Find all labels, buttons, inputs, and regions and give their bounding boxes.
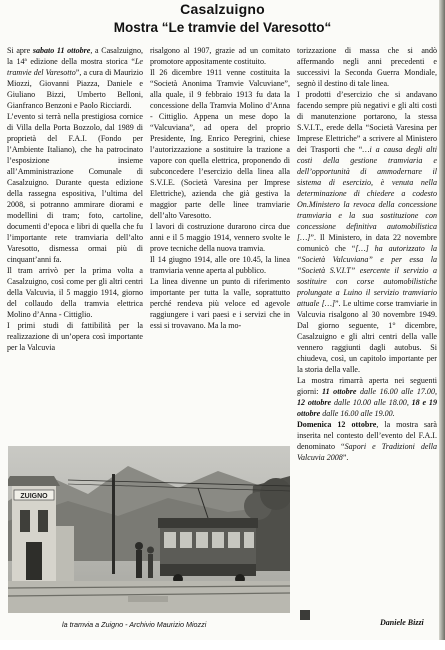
paragraph: Si apre sabato 11 ottobre, a Casalzuigno, la 14ª edizione della mostra storica “Le tramvie del Varesotto”, a cura di Maurizio Miozzi, Giovanni Piazza, Daniele e Giuliano Bizzi, Umberto Belloni, Gianfranco Benzoni e Paolo Ricciardi.: [7, 46, 143, 110]
ministry-quote: …i a causa degli alti costi della gestione tramviaria e dell’opportunità di ammodernare il sistema di esercizio, è venuta nella determinazione di chiedere a codesto On.Ministero la revoca della concessione tramviaria e la sua sostituzione con concessione definitiva automobilistica […]: [297, 145, 437, 242]
article-subtitle: Mostra “Le tramvie del Varesotto“: [113, 20, 332, 35]
paragraph: I primi studi di fattibilità per la realizzazione di un’opera così importante per la Valcuvia: [7, 321, 143, 352]
paragraph: I prodotti d’esercizio che si andavano facendo sempre più negativi e gli alti costi di manutenzione portarono, la stessa S.V.I.T., erede della “Società Varesina per Imprese Elettriche” a scrivere al Ministero dei Trasporti che “…i a causa degli alti costi della gestione tramviaria e dell’opportunità di ammodernare il sistema di esercizio, è venuta nella determinazione di chiedere a codesto On.Ministero la revoca della concessione tramviaria e la sua sostituzione con concessione definitiva automobilistica […]”. Il Ministero, in data 22 novembre comunicò che “[…] ha autorizzato la “Società Valcuviana” e per essa la “Società S.V.I.T” esercente il servizio a sostituire con corse automobilistiche prolungate a Luino il servizio tramviario attuale […]”. Le ultime corse tramviarie in Valcuvia risalgono al 30 novembre 1949. Dal giorno seguente, 1° dicembre, Casalzuigno e gli altri centri della valle vennero raggiunti dagli autobus. Si chiudeva, così, un capitolo importante per la storia della valle.: [297, 90, 437, 374]
paragraph: La linea divenne un punto di riferimento importante per tutta la valle, soprattutto perché rendeva più veloce ed agevole raggiungere i vari paesi e i servizi che in essi si trovavano. Ma la mo-: [150, 277, 290, 330]
opening-day: 18 e 19 ottobre: [297, 398, 437, 418]
article-column-1: [7, 45, 143, 440]
historic-tram-photo: [8, 446, 290, 613]
paragraph: Il tram arrivò per la prima volta a Casalzuigno, così come per gli altri centri della Valcuvia, il 5 maggio 1914, giorno del collaudo della tramvia elettrica Molino d’Anna - Cittiglio.: [7, 266, 143, 319]
paragraph: risalgono al 1907, grazie ad un comitato promotore appositamente costituito.: [150, 46, 290, 66]
tram-station-image: [8, 446, 290, 613]
station-sign: ZUIGNO: [20, 493, 48, 500]
opening-date: sabato 11 ottobre: [32, 46, 91, 55]
opening-day: 11 ottobre: [322, 387, 357, 396]
event-date: Domenica 12 ottobre: [297, 420, 377, 429]
paragraph: Il 26 dicembre 1911 venne costituita la “Società Anonima Tramvie Valcuviane”, alla quale, il 9 febbraio 1913 fu data la concessione della Tramvia Molino d’Anna - Cittiglio. Appena un mese dopo la “Valcuviana”, ad opera del proprio Presidente, Ing. Enrico Peregrini, chiese l’autorizzazione a sostituire la trazione a vapore con quella elettrica, proponendo di subconcedere l’esercizio della linea alla S.V.I.E. (Società Varesina per Imprese Elettriche), azienda che già gestiva la maggior parte delle linee tramviarie dell’alto Varesotto.: [150, 68, 290, 220]
article-column-3: [297, 45, 437, 650]
paragraph: torizzazione di massa che si andò affermando negli anni precedenti e successivi la Seconda Guerra Mondiale, segnò il destino di tale linea.: [297, 46, 437, 88]
opening-day: 12 ottobre: [297, 398, 332, 407]
article-column-2: [150, 45, 290, 440]
paragraph: Domenica 12 ottobre, la mostra sarà inserita nel contesto dell’evento del F.A.I. denominato “Sapori e Tradizioni della Valcuvia 2008”.: [297, 420, 437, 462]
paragraph: La mostra rimarrà aperta nei seguenti giorni: 11 ottobre dalle 16.00 alle 17.00, 12 ottobre dalle 10.00 alle 18.00, 18 e 19 ottobre dalle 16.00 alle 19.00.: [297, 376, 437, 418]
author-signature: Daniele Bizzi: [380, 618, 424, 627]
photo-corner-mark: [300, 610, 310, 620]
paragraph: L’evento si terrà nella prestigiosa cornice di Villa della Porta Bozzolo, dal 1989 di proprietà del F.A.I. (Fondo per l’Ambiente Italiano), che ha patrocinato l’esposizione insieme all’Amministrazione Comunale di Casalzuigno. Durante questa edizione della rassegna espositiva, l’ultima del 2008, si potranno ammirare diorami e modellini di tram; foto, cartoline, documenti d’epoca e libri di quella che fu l’importante rete tramviaria dell’alto Varesotto, dismessa ormai più di cinquant’anni fa.: [7, 112, 143, 264]
page-edge: [439, 0, 445, 640]
article-title: Casalzuigno: [180, 1, 265, 17]
exhibition-name: Le tramvie del Varesotto: [7, 57, 143, 77]
ministry-reply-quote: […] ha autorizzato la “Società Valcuviana” e per essa la “Società S.V.I.T” esercente il servizio a sostituire con corse automobilistiche prolungate a Luino il servizio tramviario attuale […]: [297, 244, 437, 308]
event-name: Sapori e Tradizioni della Valcuvia 2008: [297, 442, 437, 462]
paragraph: Il 14 giugno 1914, alle ore 10.45, la linea tramviaria venne aperta al pubblico.: [150, 255, 290, 275]
paragraph: I lavori di costruzione durarono circa due anni e il 5 maggio 1914, vennero svolte le prove tecniche della nuova tramvia.: [150, 222, 290, 253]
photo-caption: la tramvia a Zuigno - Archivio Maurizio Miozzi: [62, 620, 207, 629]
